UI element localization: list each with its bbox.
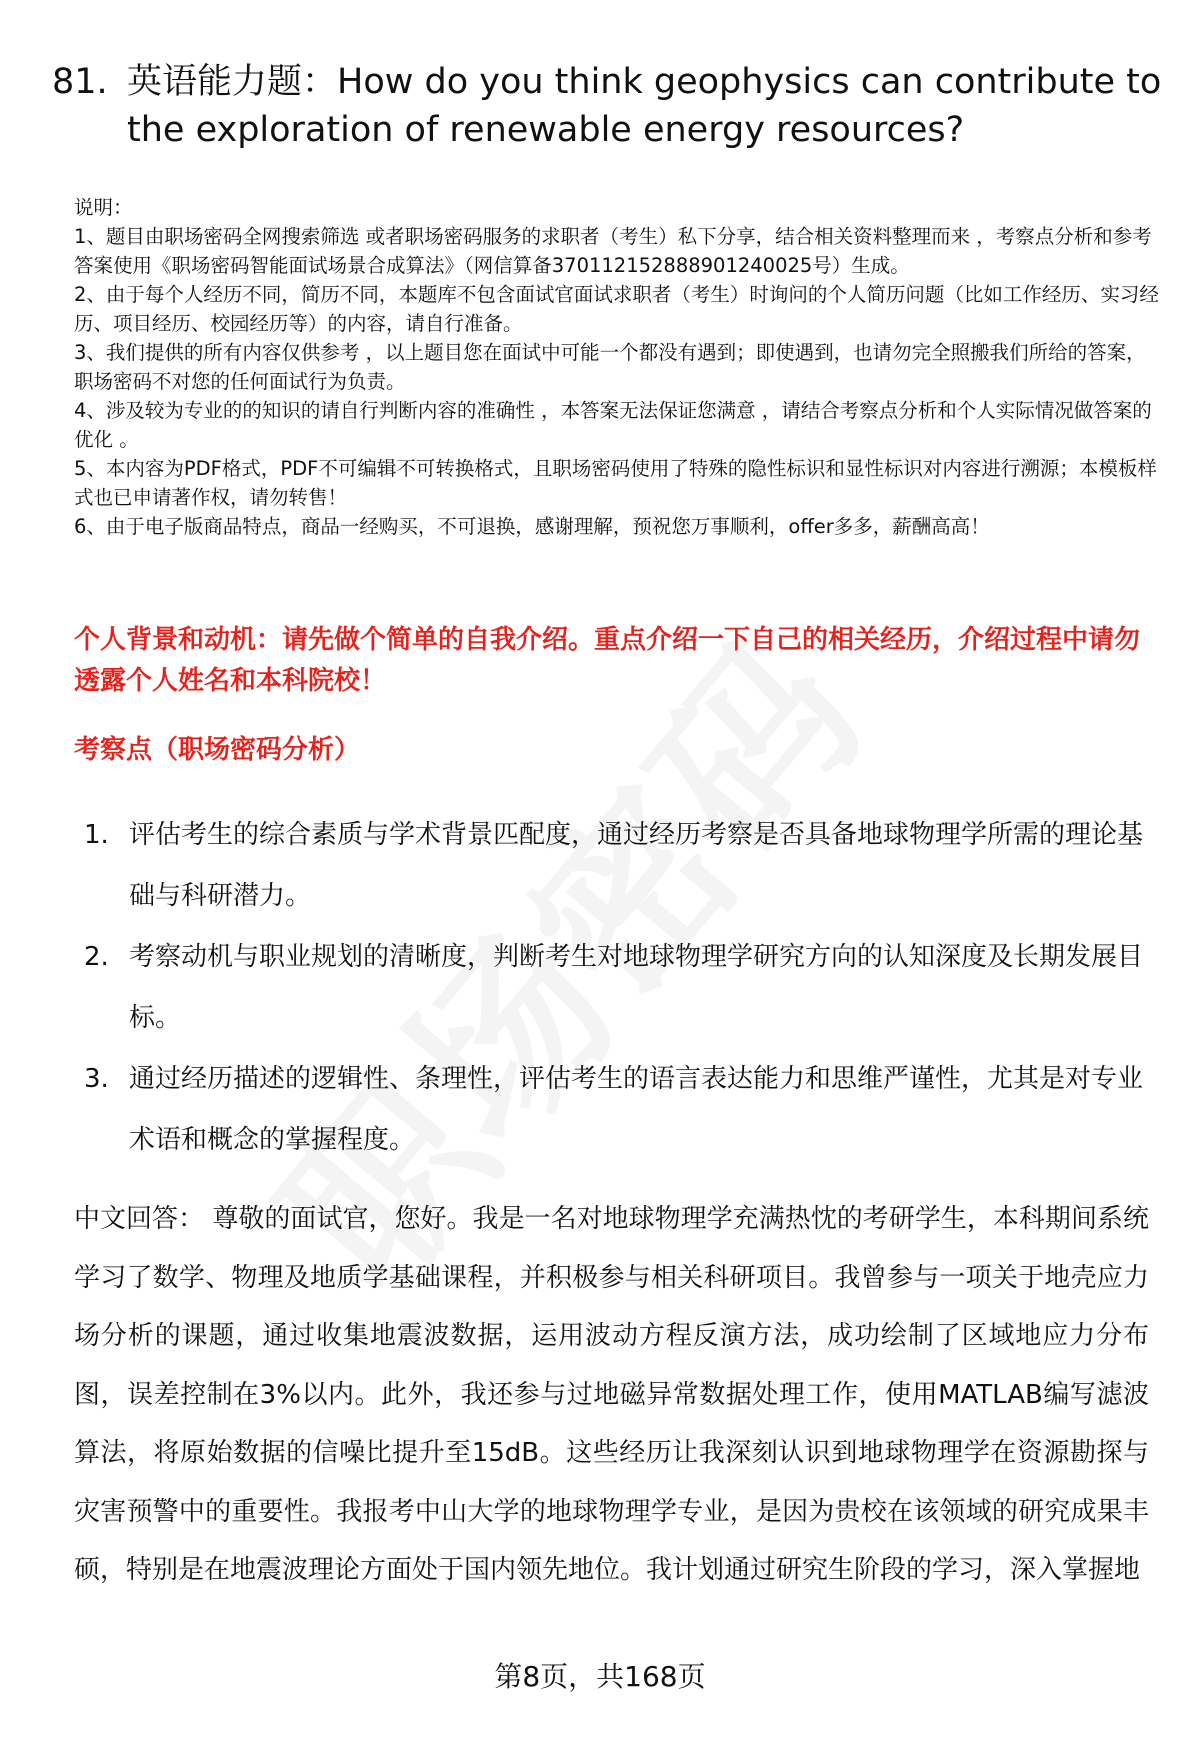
- note-item: 2、由于每个人经历不同，简历不同，本题库不包含面试官面试求职者（考生）时询问的个人简历问题（比如工作经历、实习经历、项目经历、校园经历等）的内容，请自行准备。: [74, 283, 1159, 335]
- list-text: 评估考生的综合素质与学术背景匹配度，通过经历考察是否具备地球物理学所需的理论基础与科研潜力。: [129, 820, 1144, 911]
- analysis-list: [84, 805, 1144, 1171]
- list-number: 3.: [84, 1064, 109, 1094]
- list-text: 考察动机与职业规划的清晰度，判断考生对地球物理学研究方向的认知深度及长期发展目标。: [129, 942, 1144, 1033]
- notes-section: [74, 193, 1164, 541]
- note-item: 6、由于电子版商品特点，商品一经购买，不可退换，感谢理解，预祝您万事顺利，offer多多，薪酬高高！: [74, 515, 990, 538]
- question-text: 英语能力题：How do you think geophysics can contribute to the exploration of renewable energy resources?: [127, 62, 1162, 150]
- note-item: 5、本内容为PDF格式，PDF不可编辑不可转换格式，且职场密码使用了特殊的隐性标识和显性标识对内容进行溯源；本模板样式也已申请著作权，请勿转售！: [74, 457, 1157, 509]
- section-title: 个人背景和动机：请先做个简单的自我介绍。重点介绍一下自己的相关经历，介绍过程中请勿透露个人姓名和本科院校！: [74, 625, 1141, 696]
- page-footer: 第8页，共168页: [494, 1660, 706, 1693]
- list-item: [84, 805, 1144, 927]
- note-item: 4、涉及较为专业的的知识的请自行判断内容的准确性 ，本答案无法保证您满意 ，请结合考察点分析和个人实际情况做答案的优化 。: [74, 399, 1152, 451]
- list-text: 通过经历描述的逻辑性、条理性，评估考生的语言表达能力和思维严谨性，尤其是对专业术语和概念的掌握程度。: [129, 1064, 1144, 1155]
- analysis-title: 考察点（职场密码分析）: [74, 735, 361, 765]
- notes-heading: 说明：: [74, 196, 133, 219]
- question-title: [52, 58, 1162, 154]
- list-number: 1.: [84, 820, 109, 850]
- list-number: 2.: [84, 942, 109, 972]
- list-item: [84, 1049, 1144, 1171]
- question-number: 81.: [52, 62, 108, 102]
- answer-text: 中文回答： 尊敬的面试官，您好。我是一名对地球物理学充满热忱的考研学生，本科期间系统学习了数学、物理及地质学基础课程，并积极参与相关科研项目。我曾参与一项关于地壳应力场分析的课题，通过收集地震波数据，运用波动方程反演方法，成功绘制了区域地应力分布图，误差控制在3%以内。此外，我还参与过地磁异常数据处理工作，使用MATLAB编写滤波算法，将原始数据的信噪比提升至15dB。这些经历让我深刻认识到地球物理学在资源勘探与灾害预警中的重要性。我报考中山大学的地球物理学专业，是因为贵校在该领域的研究成果丰硕，特别是在地震波理论方面处于国内领先地位。我计划通过研究生阶段的学习，深入掌握地: [74, 1204, 1149, 1585]
- note-item: 3、我们提供的所有内容仅供参考 ，以上题目您在面试中可能一个都没有遇到；即使遇到，也请勿完全照搬我们所给的答案，职场密码不对您的任何面试行为负责。: [74, 341, 1146, 393]
- note-item: 1、题目由职场密码全网搜索筛选 或者职场密码服务的求职者（考生）私下分享，结合相关资料整理而来 ，考察点分析和参考答案使用《职场密码智能面试场景合成算法》（网信算备370112152888901240025号）生成。: [74, 225, 1152, 277]
- list-item: [84, 927, 1144, 1049]
